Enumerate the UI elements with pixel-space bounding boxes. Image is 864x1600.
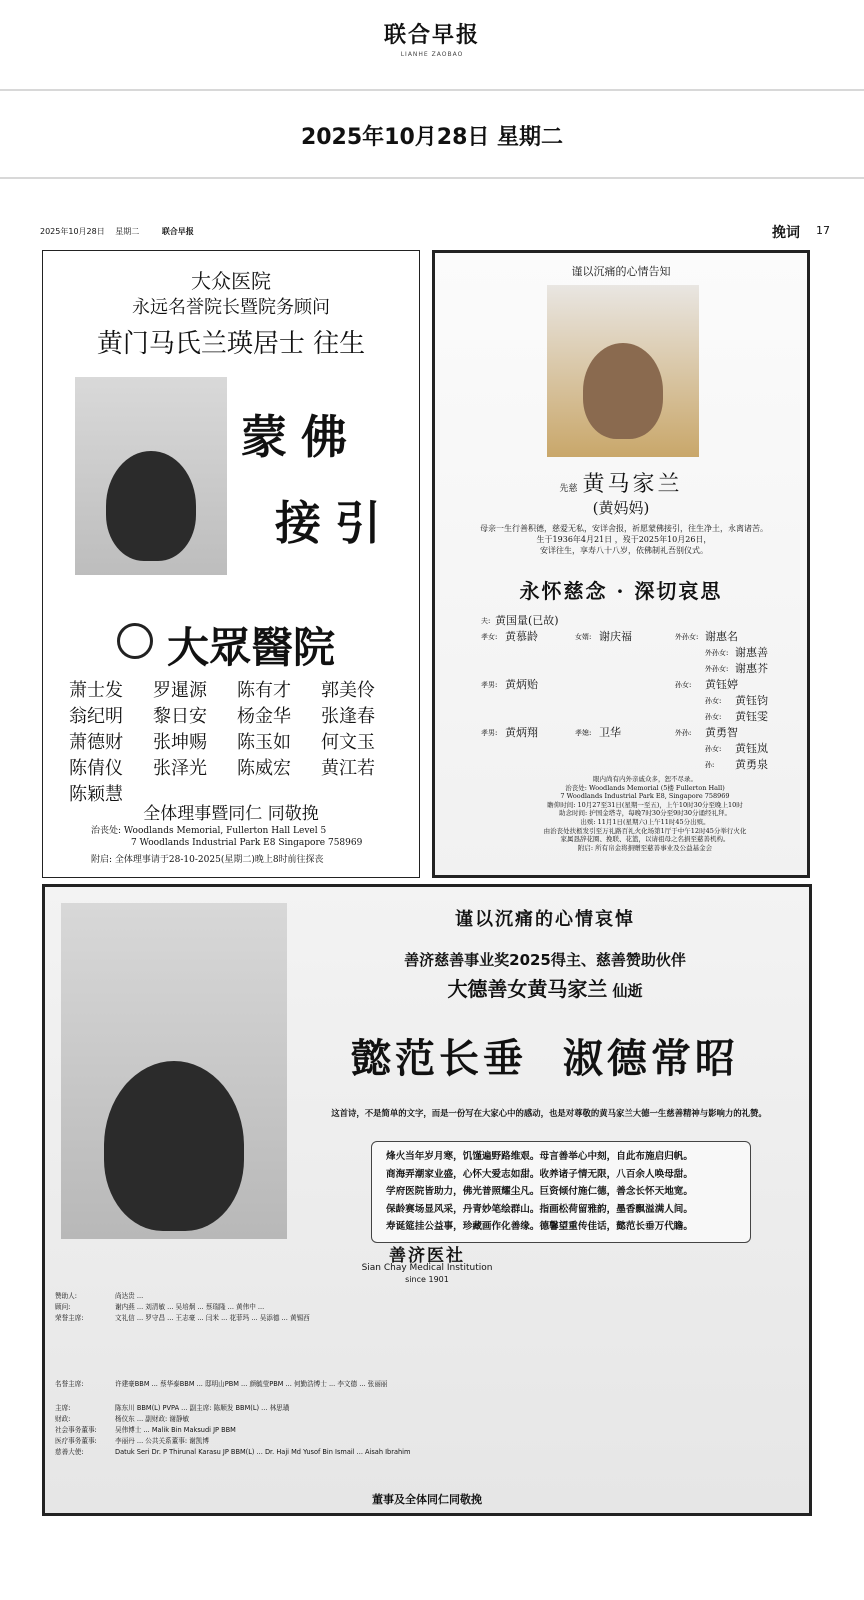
ad3-motto: 懿范长垂 淑德常昭 [351,1035,739,1082]
ad3-org-since: since 1901 [405,1275,449,1284]
page-header-logo: 联合早报 [161,226,194,236]
ad2-gc5: 黄钰钧 [735,694,768,707]
page-header-page-no: 17 [816,224,830,237]
ad2-gc5-label: 孙女: [705,697,722,705]
list-item: 陈威宏 [237,758,291,779]
ad2-name-line [435,467,807,498]
roster-row [55,1425,805,1436]
ad2-spouse: 黄国量(已故) [495,614,559,627]
ad2-gc2: 谢惠善 [735,646,768,659]
hospital-logo-icon [117,623,153,659]
roster-names: 尚达贵 ... [115,1292,144,1300]
ad2-gc1-label: 外孙女: [675,633,699,641]
masthead-divider [0,89,864,91]
page-header [40,226,830,244]
ad2-bio-3: 安详往生，享寿八十八岁，依佛制礼吾别仪式。 [540,546,708,555]
ad1-title: 黄门马氏兰瑛居士 往生 [96,329,366,359]
ad2-bio-1: 母亲一生行善积德，慈爱无私，安详舍报，祈愿蒙佛接引，往生净土，永离诸苦。 [480,524,768,533]
ad2-gc6-label: 孙女: [705,713,722,721]
ad3-headline-suffix: 仙逝 [612,982,643,1000]
ad2-row-3 [481,725,801,741]
roster-role: 赞助人: [55,1292,78,1300]
ad2-bio-2: 生于1936年4月21日 ，歿于2025年10月26日， [536,535,712,544]
ad3-roster [55,1291,805,1458]
roster-role: 荣誉主席: [55,1314,84,1322]
roster-role: 医疗事务董事: [55,1437,97,1445]
ad2-rel3-label: 孝男: [481,729,498,737]
ad2-rel2: 黄炳贻 [505,678,538,691]
list-item: 杨金华 [237,706,291,727]
ad2-rel1b: 谢庆福 [599,630,632,643]
ad2-info-5: 助念时间: 护国金塔寺，每晚7时30分至9时30分诵经礼拜。 [558,809,732,818]
poem-line: 商海弄潮家业盛，心怀大爱志如甜。收养诸子情无限，八百余人唤母甜。 [386,1168,693,1180]
ad2-gc1: 谢惠名 [705,630,738,643]
roster-names: 吴伟博士 ... Malik Bin Maksudi JP BBM [115,1426,236,1434]
ad1-funeral-line2: 7 Woodlands Industrial Park E8 Singapore 758969 [131,838,363,848]
ad2-gc3: 谢惠芥 [735,662,768,675]
ad2-rel1: 黄慕龄 [505,630,538,643]
ad2-rel3: 黄炳翔 [505,726,538,739]
roster-row [55,1436,805,1447]
list-item: 黄江若 [321,758,375,779]
roster-role: 名誉主席: [55,1380,84,1388]
ad3-headline-prefix: 大德善女黄马家兰 [447,977,608,1001]
list-item: 翁纪明 [69,706,123,727]
ad2-spouse-label: 夫: [481,617,491,625]
date-header: 2025年10月28日 星期二 [300,125,564,150]
ad3-award: 善济慈善事业奖2025得主、慈善赞助伙伴 [404,951,686,969]
ad2-gc4: 黄钰婷 [705,678,738,691]
ad2-row-gc3 [481,661,801,677]
ad2-alias: (黄妈妈) [592,499,650,517]
list-item: 陈倩仪 [69,758,123,779]
ad1-phrase1: 蒙佛 [241,410,361,464]
ad1-funeral-address [91,825,411,849]
ad1-hospital-name: 大眾醫院 [167,623,336,672]
ad2-gc2-label: 外孙女: [705,649,729,657]
ad2-rel1b-label: 女婿: [575,633,592,641]
ad1-org: 大众医院 [191,269,271,293]
ad2-gc8-label: 孙女: [705,745,722,753]
ad2-row-gc2 [481,645,801,661]
ad2-info-1: 眼内尚有内外亲戚众多，恕不尽录。 [593,775,697,783]
ad2-gc4-label: 孙女: [675,681,692,689]
ad2-info-8: 家属恳辞花圈、挽联、花篮，以请祖母之名捐至慈善机构。 [560,835,730,844]
ad1-phrase2: 接引 [275,496,395,550]
ad1-note-label: 附启: [91,855,113,865]
ad2-row-2 [481,677,801,693]
ad1-funeral-line1: Woodlands Memorial, Fullerton Hall Level 5 [123,826,327,836]
ad2-gc3-label: 外孙女: [705,665,729,673]
roster-row [55,1291,805,1302]
ad2-top: 谨以沉痛的心情告知 [571,265,671,278]
poem-line: 寿诞筵挂公益事，珍藏画作化善缘。德馨望重传佳话，懿范长垂万代瞻。 [386,1221,693,1232]
ad3-poem [371,1141,751,1243]
poem-line: 保龄赛场显风采，丹青妙笔绘群山。指画松荷留雅韵，墨香飘溢满人间。 [386,1203,693,1215]
ad2-info-9: 附启: 所有帛金将捐赠至慈善事业及公益基金会 [577,843,713,852]
ad2-portrait [547,285,699,457]
page-header-date: 2025年10月28日 [40,227,105,236]
ad2-gc6: 黄钰雯 [735,710,768,723]
roster-names: 李丽丹 ... 公共关系董事: 谢凯博 [115,1437,209,1445]
ad2-info-6: 出殡: 11月1日(星期六)上午11时45分出殡。 [580,817,710,826]
list-item: 萧士发 [69,680,123,701]
roster-row [55,1403,805,1414]
poem-line: 烽火当年岁月寒，饥馑遍野路维艰。母言善举心中刻，自此布施启归帆。 [386,1151,693,1162]
ad2-info-7: 由治丧处扶柩发引至万礼路百礼火化场第1厅于中午12时45分举行火化 [543,826,747,835]
ad2-gc9-label: 孙: [705,761,715,769]
roster-row [55,1313,805,1379]
ad2-relatives [481,613,801,773]
ad3-footer: 董事及全体同仁同敬挽 [372,1493,482,1506]
ad2-gc8: 黄钰岚 [735,742,768,755]
ad2-rel1-label: 孝女: [481,633,498,641]
page-header-day: 星期二 [115,227,140,236]
obituary-ad-family [432,250,810,878]
ad2-row-gc9 [481,757,801,773]
roster-names: 谢内燕 ... 刘清敏 ... 吴培炯 ... 蔡瑞隆 ... 黄伟中 ... [115,1303,265,1311]
ad2-prefix: 先慈 [559,484,578,494]
ad2-row-gc8 [481,741,801,757]
ad1-note [91,852,411,865]
list-item: 郭美伶 [321,680,375,701]
ad2-gc7: 黄勇智 [705,726,738,739]
list-item: 陈有才 [237,680,291,701]
list-item: 陈颖慧 [69,784,123,805]
ad2-row-gc5 [481,693,801,709]
ad2-row-1 [481,629,801,645]
roster-row [55,1302,805,1313]
ad1-footer: 全体理事暨同仁 同敬挽 [143,804,319,824]
list-item: 张泽光 [153,758,207,779]
page-header-section: 挽词 [772,225,800,241]
ad2-row-gc6 [481,709,801,725]
ad2-info [485,775,805,852]
ad2-gc7-label: 外孙: [675,729,692,737]
ad2-rel3b: 卫华 [599,726,621,739]
ad2-slogan: 永怀慈念 · 深切哀思 [519,579,723,603]
list-item: 萧德财 [69,732,123,753]
ad2-row-spouse [481,613,801,629]
roster-names: 许建豪BBM ... 蔡华泰BBM ... 邸明山PBM ... 颜毓莹PBM ... 何勤浩博士 ... 李文德 ... 张丽丽 [115,1380,388,1388]
roster-row [55,1447,805,1458]
roster-role: 社会事务董事: [55,1426,97,1434]
roster-row [55,1379,805,1403]
ad2-name: 黄马家兰 [582,472,683,497]
list-item: 张逢春 [321,706,375,727]
list-item: 陈玉如 [237,732,291,753]
ad2-info-2: 治丧处: Woodlands Memorial (5楼 Fullerton Hall) [565,783,725,792]
list-item: 罗暹源 [153,680,207,701]
roster-names: 陈东川 BBM(L) PVPA ... 副主席: 陈顺发 BBM(L) ... 林思璜 [115,1404,290,1412]
ad3-portrait [61,903,287,1239]
masthead [0,18,864,68]
ad2-bio [447,523,801,556]
list-item: 何文玉 [321,732,375,753]
list-item: 黎日安 [153,706,207,727]
roster-names: 杨仪东 ... 副财政: 谢静敏 [115,1415,190,1423]
roster-role: 顾问: [55,1303,71,1311]
roster-row [55,1414,805,1425]
ad3-intro: 这首诗，不是简单的文字，而是一份写在大家心中的感动，也是对尊敬的黄马家兰大德一生慈善精神与影响力的礼赞。 [331,1108,767,1118]
ad1-names [69,679,405,807]
ad3-org: 善济医社 [389,1246,465,1266]
ad1-note-text: 全体理事请于28-10-2025(星期二)晚上8时前往探丧 [114,855,324,865]
roster-role: 慈善大使: [55,1448,84,1456]
list-item: 张坤赐 [153,732,207,753]
masthead-logo: 联合早报 [383,22,480,48]
ad3-org-en: Sian Chay Medical Institution [361,1263,493,1273]
roster-role: 财政: [55,1415,71,1423]
ad2-info-4: 瞻仰时间: 10月27至31日(星期一至五)，上午10时30分至晚上10时 [547,800,743,809]
ad3-top: 谨以沉痛的心情哀悼 [455,909,635,930]
roster-names: Datuk Seri Dr. P Thirunal Karasu JP BBM(L) ... Dr. Haji Md Yusof Bin Ismail ... Aisah Ibrahim [115,1448,411,1456]
ad1-role: 永远名誉院长暨院务顾问 [132,297,330,318]
ad2-rel3b-label: 孝媳: [575,729,592,737]
masthead-logo-sub: LIANHE ZAOBAO [400,51,464,58]
ad2-info-3: 7 Woodlands Industrial Park E8, Singapore 758969 [560,792,730,801]
ad1-funeral-label: 治丧处: [91,826,122,836]
obituary-ad-sian-chay [42,884,812,1516]
ad1-portrait [75,377,227,575]
ad2-gc9: 黄勇泉 [735,758,768,771]
roster-role: 主席: [55,1404,71,1412]
ad2-rel2-label: 孝男: [481,681,498,689]
ad3-headline [295,973,795,1002]
roster-names: 文礼信 ... 罗守昌 ... 王志豪 ... 闫米 ... 花菲玛 ... 吴添德 ... 黄锡西 [115,1314,310,1322]
date-divider [0,177,864,179]
obituary-ad-hospital [42,250,420,878]
poem-line: 学府医院皆助力，佛光普照耀尘凡。巨资倾付施仁德，善念长怀天地宽。 [386,1186,693,1197]
